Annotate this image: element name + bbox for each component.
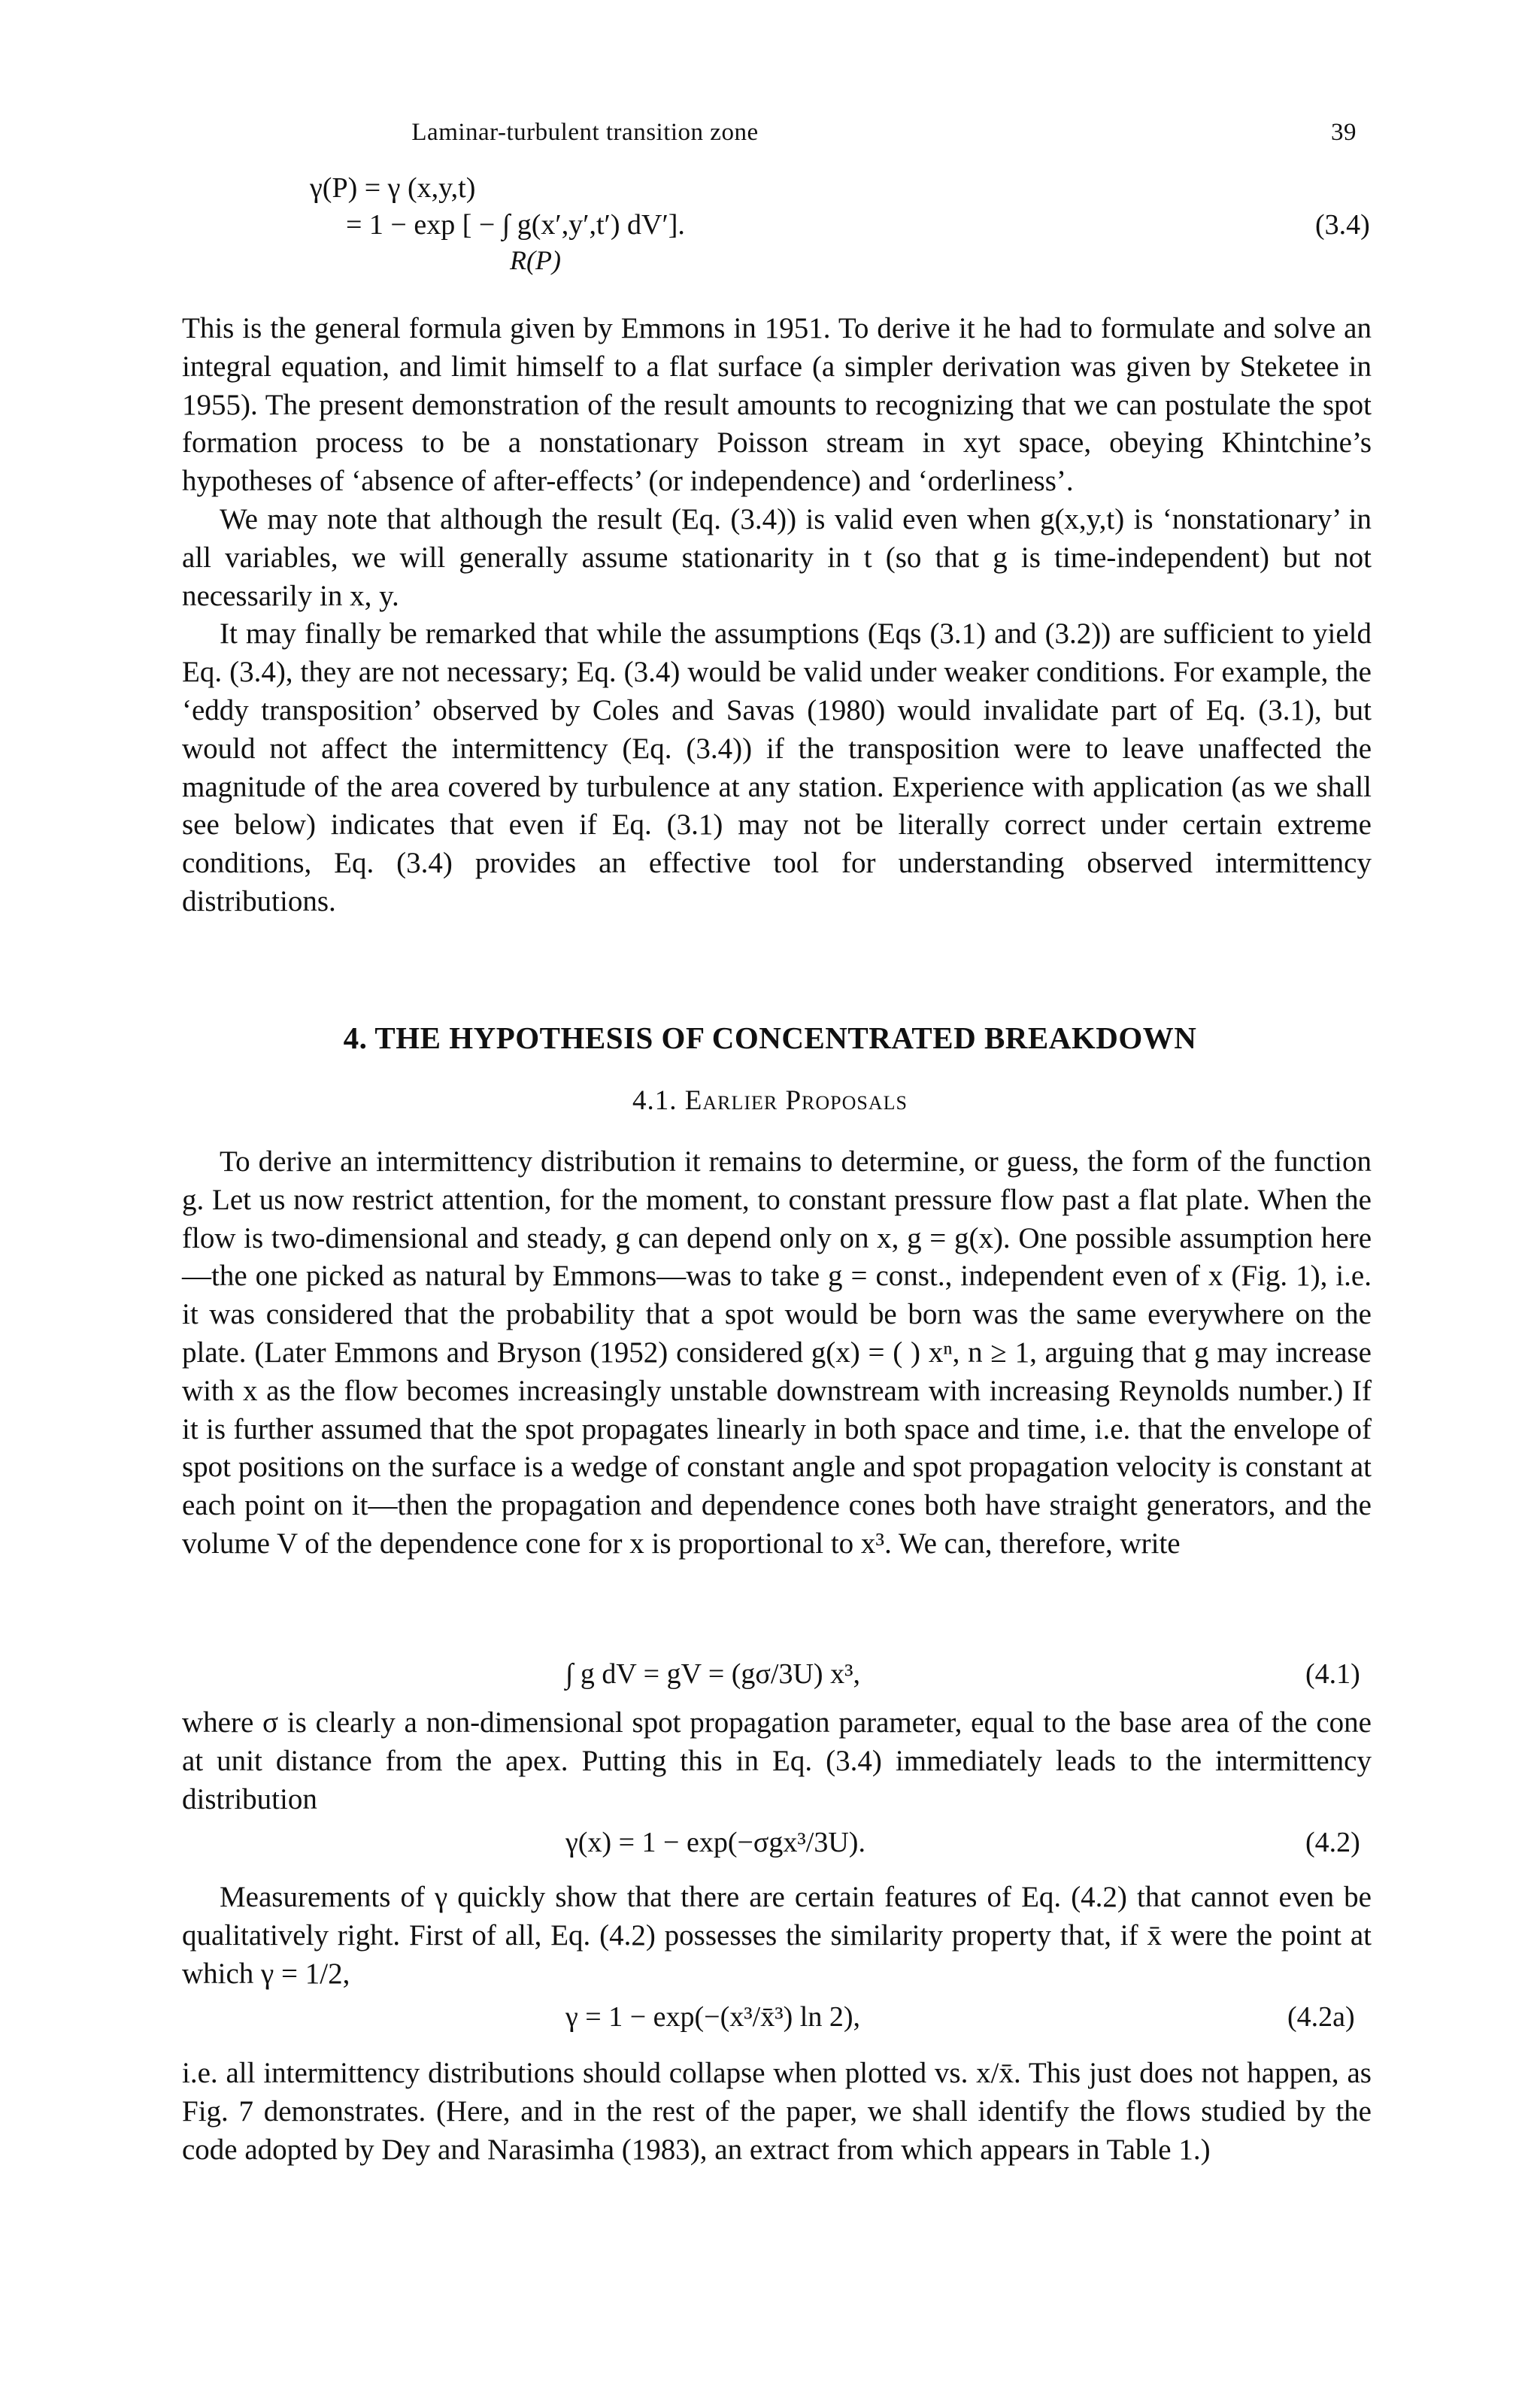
equation-3-4-integration-domain: R(P) [510, 245, 561, 275]
paragraph: To derive an intermittency distribution it remains to determine, or guess, the form of the function g. Let us now restrict attention, for the moment, to constant pressure flow past a flat plate. When the flow is two-dimensional and steady, g can depend only on x, g = g(x). One possible assumption here—the one picked as natural by Emmons—was to take g = const., independent even of x (Fig. 1), i.e. it was considered that the probability that a spot would be born was the same everywhere on the plate. (Later Emmons and Bryson (1952) considered g(x) = ( ) xⁿ, n ≥ 1, arguing that g may increase with x as the flow becomes increasingly unstable downstream with increasing Reynolds number.) If it is further assumed that the spot propagates linearly in both space and time, i.e. that the envelope of spot positions on the surface is a wedge of constant angle and spot propagation velocity is constant at each point on it—then the propagation and dependence cones both have straight generators, and the volume V of the dependence cone for x is proportional to x³. We can, therefore, write [182, 1145, 1372, 1560]
subsection-heading: 4.1. Earlier Proposals [632, 1085, 908, 1116]
text-block-section-4 [182, 1143, 1372, 1563]
paragraph: Measurements of γ quickly show that there are certain features of Eq. (4.2) that cannot even be qualitatively right. First of all, Eq. (4.2) possesses the similarity property that, if x̄ were the point at which γ = 1/2, [182, 1881, 1372, 1990]
equation-4-1-number: (4.1) [1305, 1658, 1360, 1690]
section-heading: 4. THE HYPOTHESIS OF CONCENTRATED BREAKDOWN [343, 1021, 1197, 1055]
running-header: Laminar-turbulent transition zone [411, 119, 759, 146]
text-block-after-4-2 [182, 1879, 1372, 1993]
paragraph: where σ is clearly a non-dimensional spot propagation parameter, equal to the base area of the cone at unit distance from the apex. Putting this in Eq. (3.4) immediately leads to the intermittency distribution [182, 1706, 1372, 1815]
equation-4-2a-number: (4.2a) [1287, 2001, 1355, 2033]
equation-3-4-line2 [346, 208, 1372, 241]
equation-4-1: ∫ g dV = gV = (gσ/3U) x³, [565, 1658, 860, 1690]
equation-3-4-line1: γ(P) = γ (x,y,t) [310, 172, 476, 204]
paragraph: We may note that although the result (Eq. (3.4)) is valid even when g(x,y,t) is ‘nonstationary’ in all variables, we will generally assume stationarity in t (so that g is time-independent) but not necessarily in x, y. [182, 502, 1372, 612]
equation-3-4-number: (3.4) [1315, 209, 1370, 241]
text-block-after-4-1 [182, 1704, 1372, 1818]
paragraph: i.e. all intermittency distributions should collapse when plotted vs. x/x̄. This just does not happen, as Fig. 7 demonstrates. (Here, and in the rest of the paper, we shall identify the flows studied by the code adopted by Dey and Narasimha (1983), an extract from which appears in Table 1.) [182, 2057, 1372, 2166]
page-number: 39 [1331, 119, 1357, 146]
text-block-upper [182, 310, 1372, 921]
equation-4-2: γ(x) = 1 − exp(−σgx³/3U). [565, 1827, 865, 1858]
equation-4-2a: γ = 1 − exp(−(x³/x̄³) ln 2), [565, 2001, 860, 2033]
paragraph: This is the general formula given by Emmons in 1951. To derive it he had to formulate and solve an integral equation, and limit himself to a flat surface (a simpler derivation was given by Steketee in 1955). The present demonstration of the result amounts to recognizing that we can postulate the spot formation process to be a nonstationary Poisson stream in xyt space, obeying Khintchine’s hypotheses of ‘absence of after-effects’ (or independence) and ‘orderliness’. [182, 312, 1372, 498]
equation-4-2-number: (4.2) [1305, 1827, 1360, 1858]
equation-3-4-body: = 1 − exp [ − ∫ g(x′,y′,t′) dV′]. [346, 209, 685, 241]
text-block-final [182, 2055, 1372, 2169]
paragraph: It may finally be remarked that while the assumptions (Eqs (3.1) and (3.2)) are sufficient to yield Eq. (3.4), they are not necessary; Eq. (3.4) would be valid under weaker conditions. For example, the ‘eddy transposition’ observed by Coles and Savas (1980) would invalidate part of Eq. (3.1), but would not affect the intermittency (Eq. (3.4)) if the transposition were to leave unaffected the magnitude of the area covered by turbulence at any station. Experience with application (as we shall see below) indicates that even if Eq. (3.1) may not be literally correct under certain extreme conditions, Eq. (3.4) provides an effective tool for understanding observed intermittency distributions. [182, 617, 1372, 917]
